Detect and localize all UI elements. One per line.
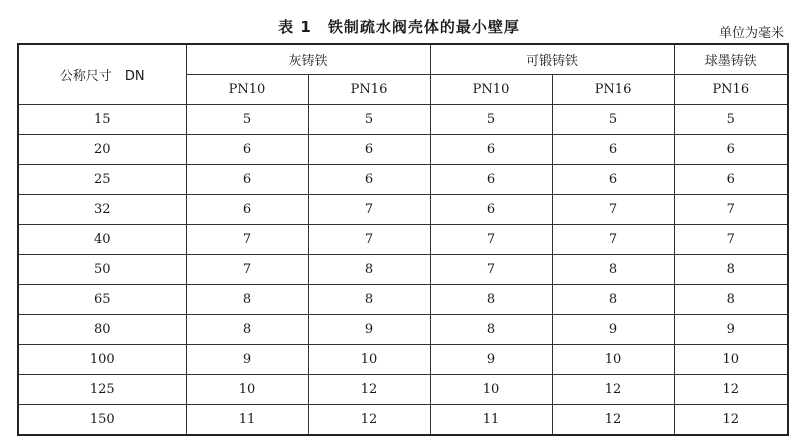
thickness-cell: 6 [430,135,552,165]
dn-cell: 100 [18,345,186,375]
table-row [18,375,788,405]
unit-note: 单位为毫米 [718,26,784,41]
thickness-cell: 8 [430,285,552,315]
thickness-cell: 6 [186,135,308,165]
thickness-cell: 8 [430,315,552,345]
thickness-cell: 8 [552,285,674,315]
thickness-cell: 9 [430,345,552,375]
header-ductile-iron: 球墨铸铁 [674,44,788,75]
thickness-cell: 7 [552,225,674,255]
thickness-cell: 12 [674,405,788,436]
dn-cell: 65 [18,285,186,315]
table-row [18,315,788,345]
dn-cell: 40 [18,225,186,255]
thickness-cell: 12 [552,375,674,405]
dn-cell: 20 [18,135,186,165]
thickness-cell: 8 [186,285,308,315]
table-title: 表 1 铁制疏水阀壳体的最小壁厚 [278,18,520,36]
dn-cell: 15 [18,105,186,135]
thickness-cell: 7 [674,195,788,225]
table-row [18,255,788,285]
thickness-cell: 8 [308,255,430,285]
thickness-cell: 7 [308,195,430,225]
table-row [18,405,788,436]
header-row-materials [18,44,788,75]
table-caption [0,0,798,40]
thickness-cell: 10 [308,345,430,375]
thickness-cell: 11 [430,405,552,436]
thickness-cell: 7 [674,225,788,255]
thickness-cell: 7 [552,195,674,225]
header-pressure: PN10 [186,75,308,105]
table-row [18,195,788,225]
thickness-cell: 7 [186,225,308,255]
table-row [18,105,788,135]
thickness-cell: 8 [552,255,674,285]
dn-cell: 50 [18,255,186,285]
thickness-cell: 6 [674,165,788,195]
header-pressure: PN10 [430,75,552,105]
table-body [18,105,788,436]
dn-cell: 150 [18,405,186,436]
thickness-cell: 5 [674,105,788,135]
header-gray-cast-iron: 灰铸铁 [186,44,430,75]
thickness-cell: 6 [308,165,430,195]
dn-cell: 125 [18,375,186,405]
table-row [18,165,788,195]
header-dn: 公称尺寸 DN [18,44,186,105]
header-pressure: PN16 [674,75,788,105]
thickness-cell: 6 [430,195,552,225]
thickness-cell: 6 [552,135,674,165]
thickness-cell: 9 [552,315,674,345]
thickness-cell: 6 [186,165,308,195]
thickness-cell: 6 [186,195,308,225]
thickness-cell: 12 [552,405,674,436]
thickness-cell: 5 [186,105,308,135]
table-row [18,285,788,315]
thickness-cell: 6 [552,165,674,195]
dn-cell: 32 [18,195,186,225]
thickness-cell: 10 [674,345,788,375]
thickness-cell: 7 [430,225,552,255]
thickness-cell: 7 [186,255,308,285]
thickness-cell: 7 [430,255,552,285]
header-malleable-cast-iron: 可锻铸铁 [430,44,674,75]
thickness-cell: 8 [674,285,788,315]
thickness-cell: 10 [430,375,552,405]
thickness-cell: 11 [186,405,308,436]
table-row [18,345,788,375]
thickness-cell: 7 [308,225,430,255]
dn-cell: 25 [18,165,186,195]
thickness-cell: 12 [308,405,430,436]
thickness-cell: 8 [308,285,430,315]
thickness-cell: 5 [552,105,674,135]
thickness-cell: 6 [674,135,788,165]
thickness-cell: 12 [674,375,788,405]
thickness-cell: 10 [186,375,308,405]
thickness-cell: 6 [308,135,430,165]
thickness-cell: 10 [552,345,674,375]
table-row [18,225,788,255]
thickness-cell: 9 [308,315,430,345]
thickness-cell: 6 [430,165,552,195]
thickness-cell: 8 [186,315,308,345]
wall-thickness-table [17,43,789,436]
thickness-cell: 5 [308,105,430,135]
header-pressure: PN16 [308,75,430,105]
thickness-cell: 12 [308,375,430,405]
thickness-cell: 9 [674,315,788,345]
thickness-cell: 8 [674,255,788,285]
thickness-cell: 9 [186,345,308,375]
thickness-cell: 5 [430,105,552,135]
header-pressure: PN16 [552,75,674,105]
dn-cell: 80 [18,315,186,345]
table-row [18,135,788,165]
